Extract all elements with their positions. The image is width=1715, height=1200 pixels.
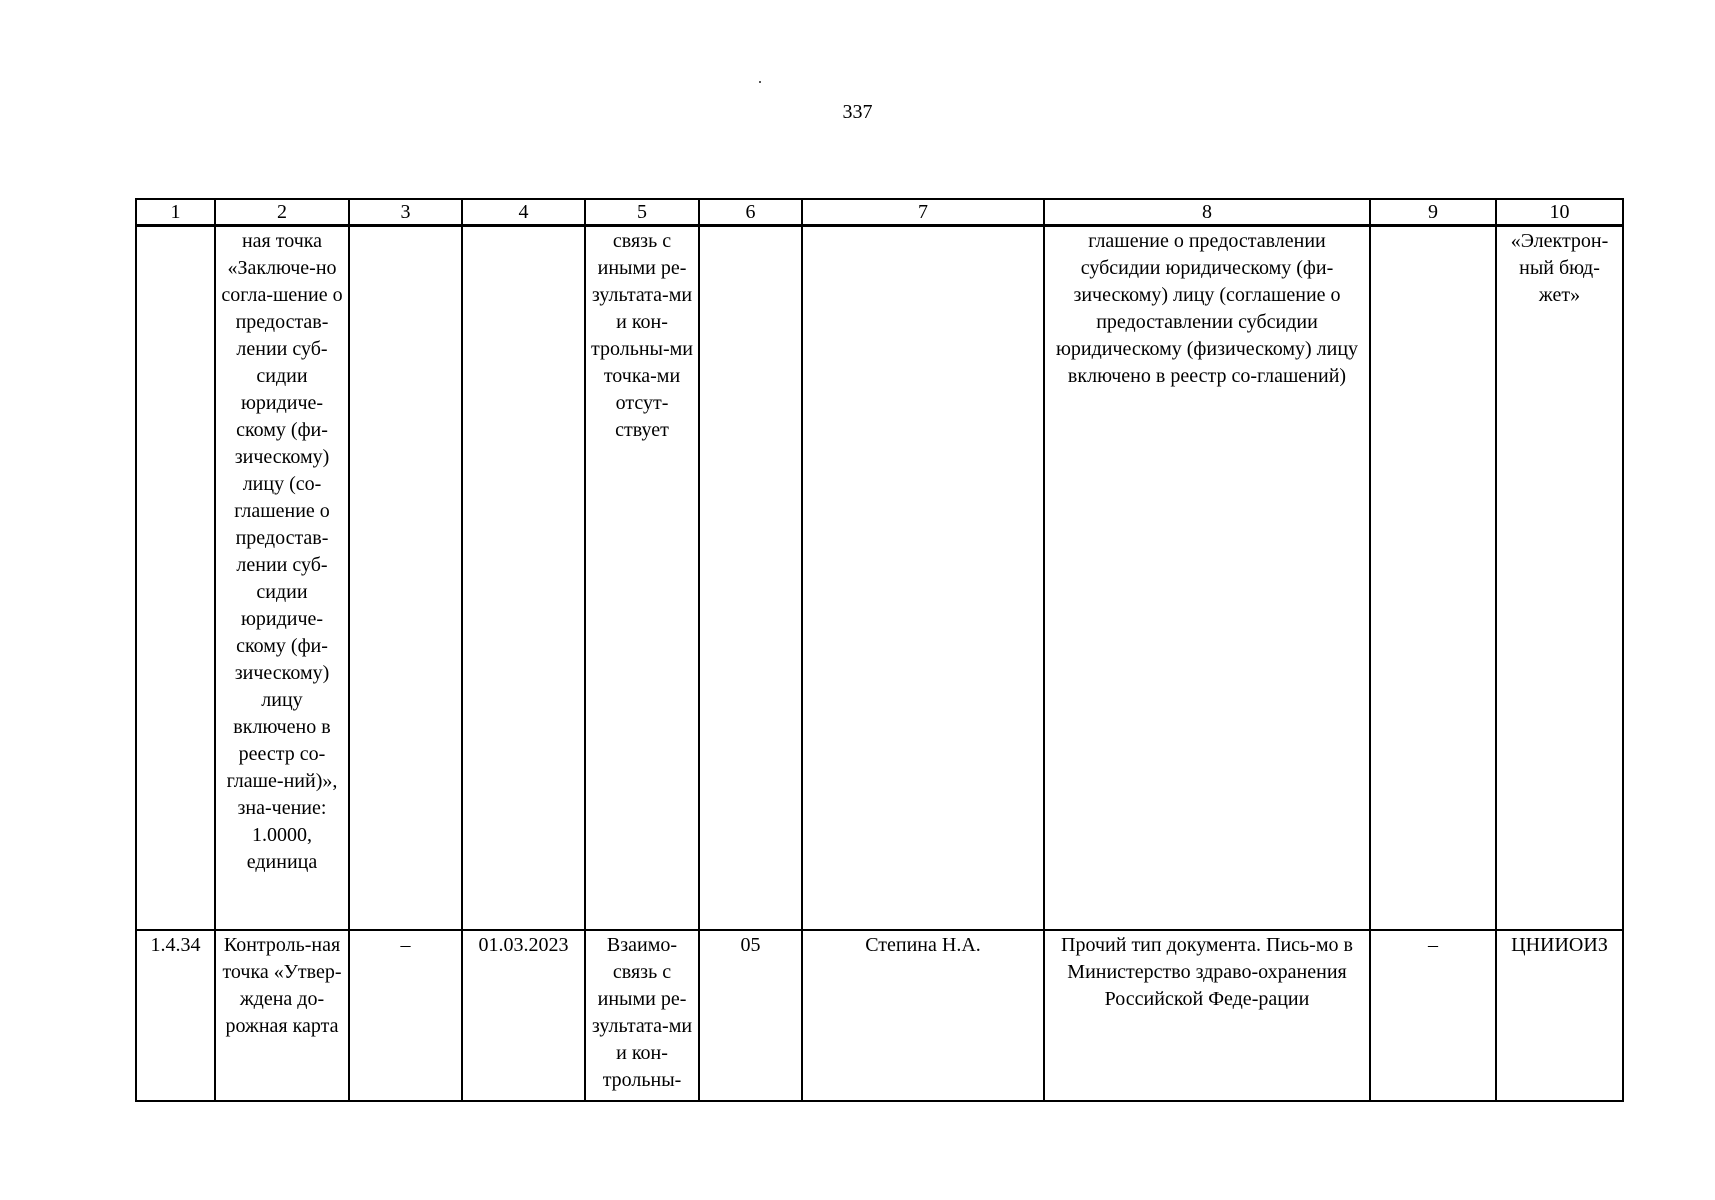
table-cell: Степина Н.А. bbox=[802, 930, 1044, 1101]
column-header-5: 5 bbox=[585, 199, 699, 226]
table-row bbox=[136, 226, 1623, 931]
column-header-4: 4 bbox=[462, 199, 585, 226]
column-header-9: 9 bbox=[1370, 199, 1496, 226]
page-number: 337 bbox=[842, 101, 873, 123]
column-header-10: 10 bbox=[1496, 199, 1623, 226]
column-header-1: 1 bbox=[136, 199, 215, 226]
table-cell: связь с иными ре-зультата-ми и кон-трольны-ми точка-ми отсут-ствует bbox=[585, 226, 699, 931]
table-cell bbox=[1370, 226, 1496, 931]
column-header-6: 6 bbox=[699, 199, 802, 226]
table-cell: Взаимо-связь с иными ре-зультата-ми и кон-трольны- bbox=[585, 930, 699, 1101]
column-header-8: 8 bbox=[1044, 199, 1370, 226]
table-row bbox=[136, 930, 1623, 1101]
table-cell: – bbox=[1370, 930, 1496, 1101]
data-table bbox=[135, 198, 1624, 1102]
table-cell: 05 bbox=[699, 930, 802, 1101]
table-cell bbox=[699, 226, 802, 931]
table-cell: – bbox=[349, 930, 462, 1101]
table-cell: Прочий тип документа. Пись-мо в Министерство здраво-охранения Российской Феде-рации bbox=[1044, 930, 1370, 1101]
table-cell bbox=[802, 226, 1044, 931]
table-cell: ЦНИИОИЗ bbox=[1496, 930, 1623, 1101]
column-header-3: 3 bbox=[349, 199, 462, 226]
table-cell bbox=[136, 226, 215, 931]
table-cell: «Электрон-ный бюд-жет» bbox=[1496, 226, 1623, 931]
table-cell: 01.03.2023 bbox=[462, 930, 585, 1101]
scan-speck bbox=[759, 81, 761, 83]
table-cell: 1.4.34 bbox=[136, 930, 215, 1101]
column-header-7: 7 bbox=[802, 199, 1044, 226]
table-cell: ная точка «Заключе-но согла-шение о предостав-лении суб-сидии юридиче-скому (фи-зическому) лицу (со-глашение о предостав-лении суб-сидии юридиче-скому (фи-зическому) лицу включено в реестр со-глаше-ний)», зна-чение: 1.0000, единица bbox=[215, 226, 349, 931]
header-row bbox=[136, 199, 1623, 226]
column-header-2: 2 bbox=[215, 199, 349, 226]
table-cell: глашение о предоставлении субсидии юридическому (фи-зическому) лицу (соглашение о предоставлении субсидии юридическому (физическому) лицу включено в реестр со-глашений) bbox=[1044, 226, 1370, 931]
table-cell bbox=[462, 226, 585, 931]
table-cell: Контроль-ная точка «Утвер-ждена до-рожная карта bbox=[215, 930, 349, 1101]
table-cell bbox=[349, 226, 462, 931]
